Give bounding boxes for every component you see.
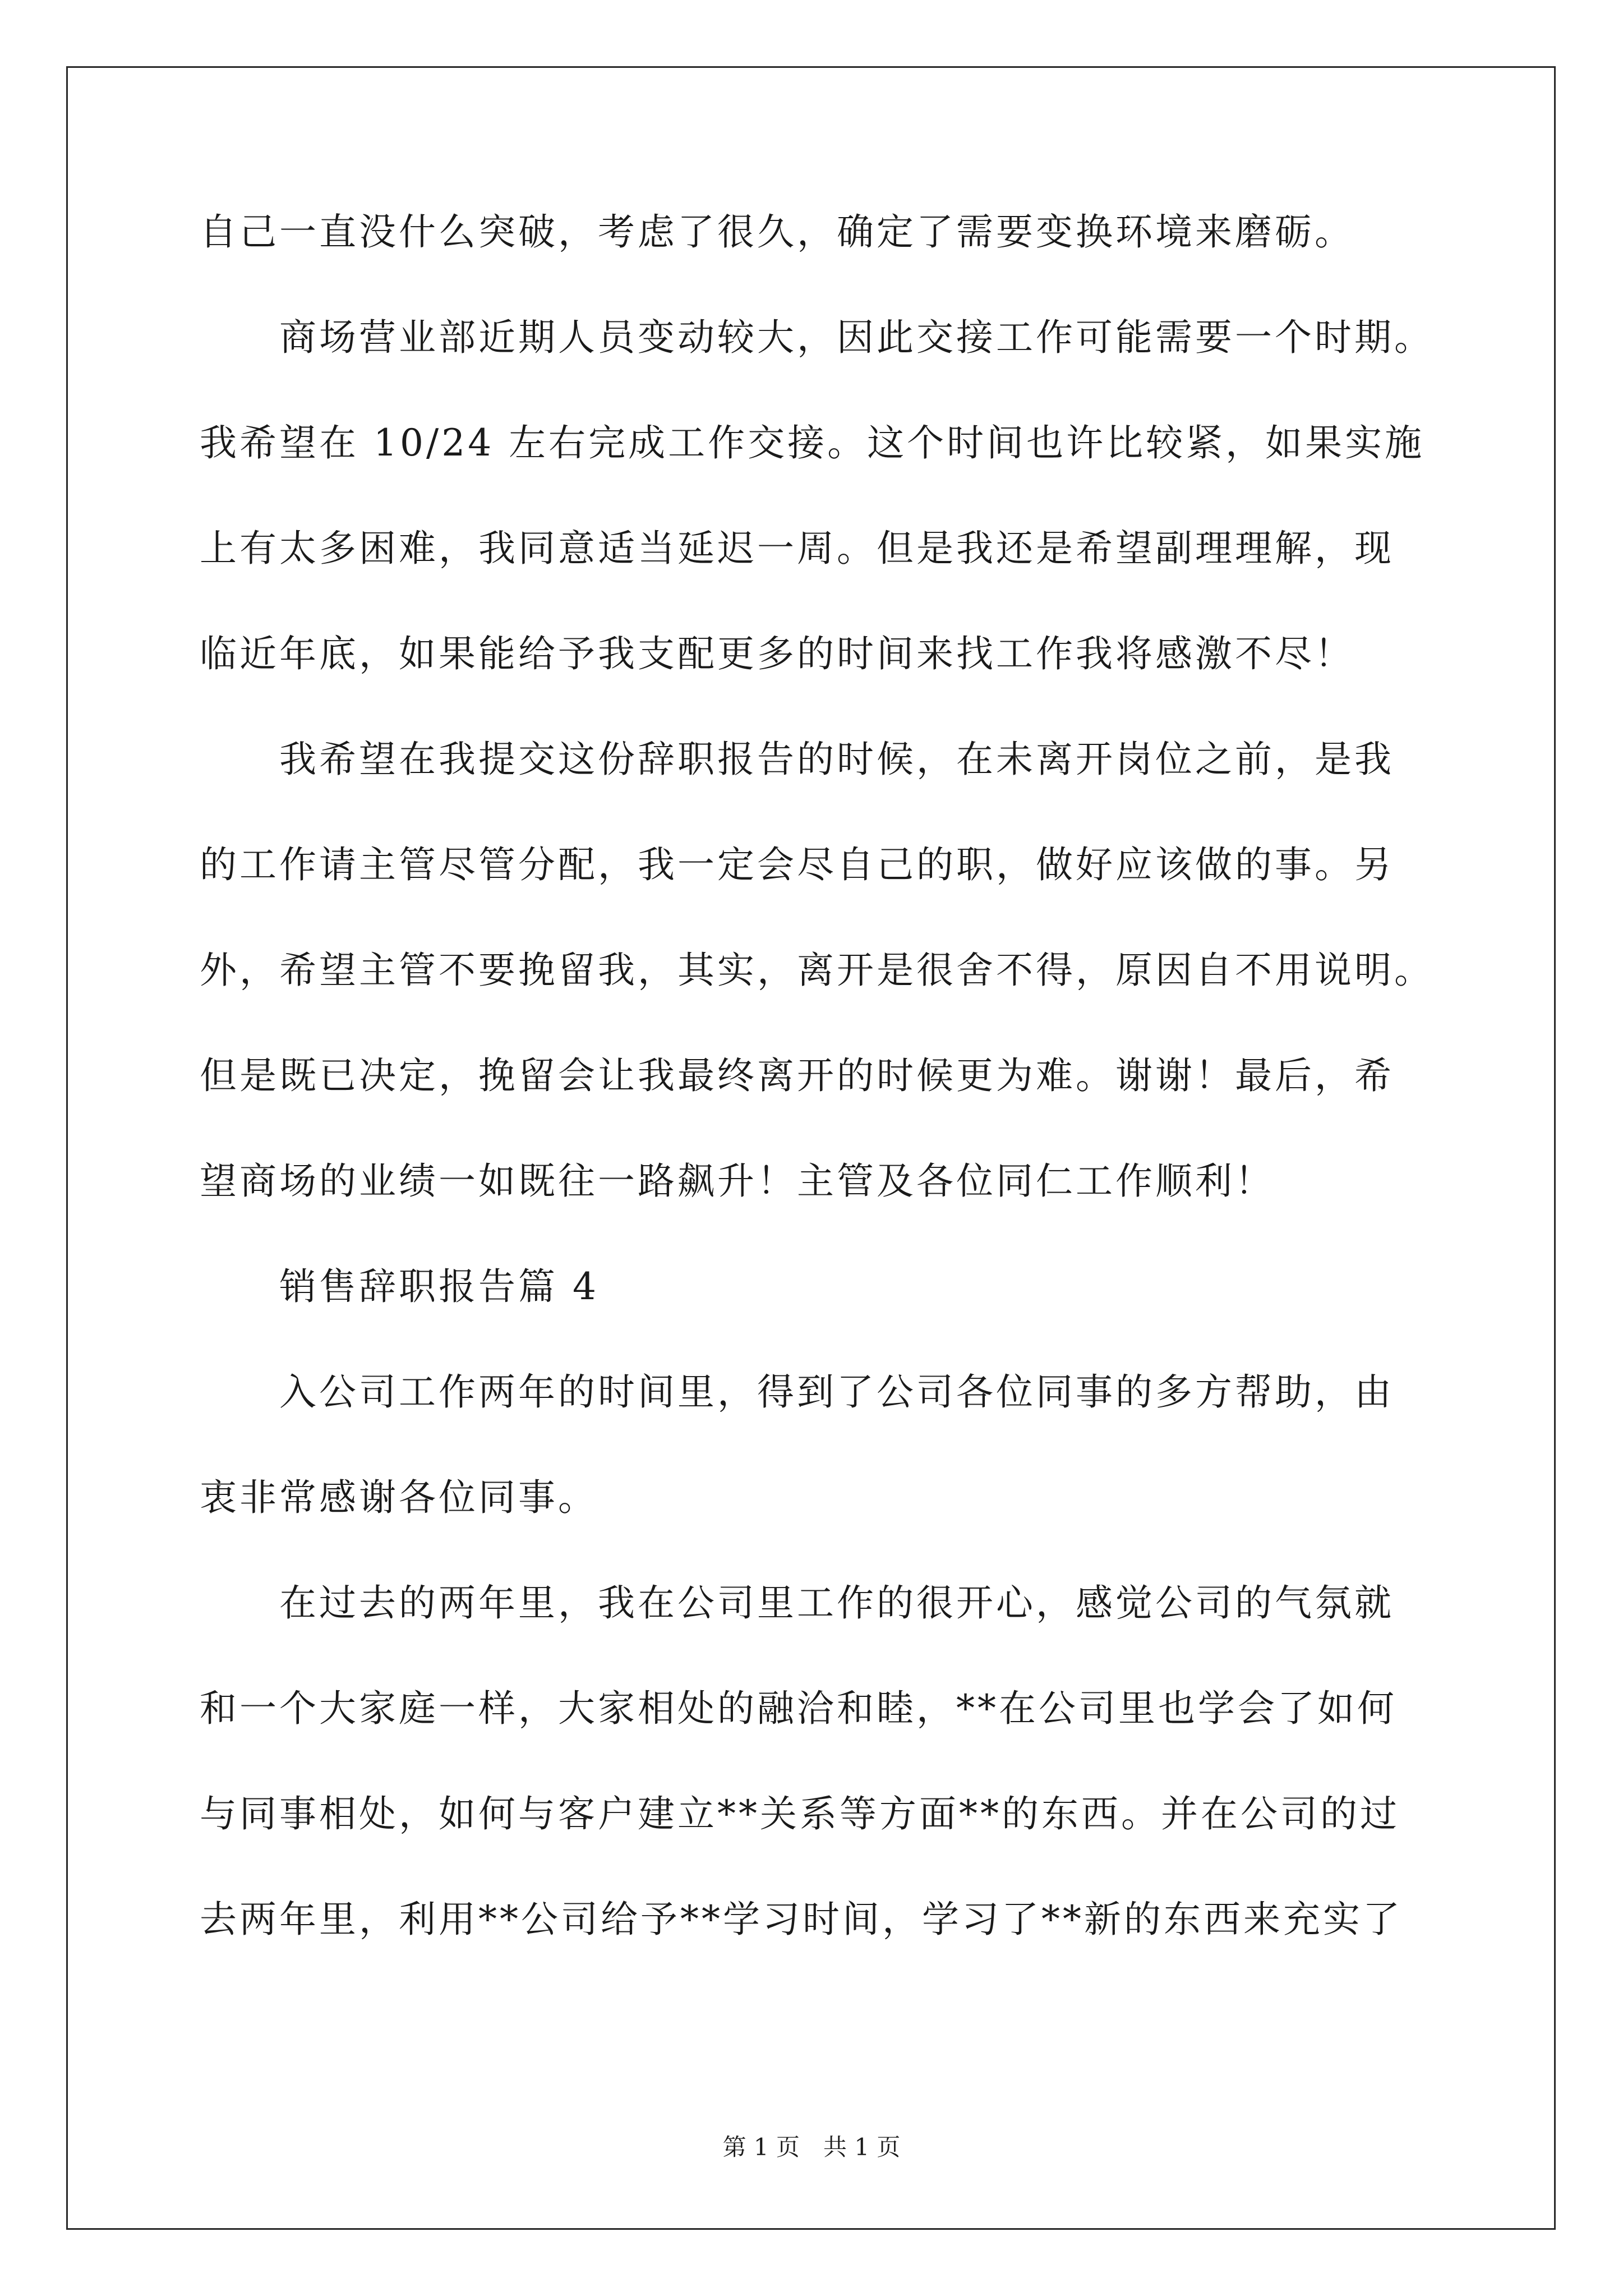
text-line: 入公司工作两年的时间里，得到了公司各位同事的多方帮助，由: [200, 1370, 1394, 1414]
text-line: 衷非常感谢各位同事。: [200, 1476, 598, 1519]
text-line: 自己一直没什么突破，考虑了很久，确定了需要变换环境来磨砺。: [200, 210, 1354, 254]
text-line: 在过去的两年里，我在公司里工作的很开心，感觉公司的气氛就: [200, 1581, 1394, 1625]
text-line: 上有太多困难，我同意适当延迟一周。但是我还是希望副理理解，现: [200, 527, 1394, 570]
text-line: 我希望在我提交这份辞职报告的时候，在未离开岗位之前，是我: [200, 738, 1394, 781]
text-line: 外，希望主管不要挽留我，其实，离开是很舍不得，原因自不用说明。: [200, 949, 1434, 992]
text-line: 与同事相处，如何与客户建立**关系等方面**的东西。并在公司的过: [200, 1792, 1400, 1835]
page-footer: 第 1 页 共 1 页: [722, 2133, 901, 2161]
section-heading: 销售辞职报告篇 4: [200, 1265, 599, 1308]
text-line: 我希望在 10/24 左右完成工作交接。这个时间也许比较紧，如果实施: [200, 421, 1425, 464]
text-line: 望商场的业绩一如既往一路飙升！主管及各位同仁工作顺利！: [200, 1159, 1275, 1203]
text-line: 但是既已决定，挽留会让我最终离开的时候更为难。谢谢！最后，希: [200, 1054, 1394, 1097]
text-line: 商场营业部近期人员变动较大，因此交接工作可能需要一个时期。: [200, 316, 1434, 359]
text-line: 和一个大家庭一样，大家相处的融洽和睦，**在公司里也学会了如何: [200, 1687, 1397, 1730]
text-line: 的工作请主管尽管分配，我一定会尽自己的职，做好应该做的事。另: [200, 843, 1394, 886]
text-line: 去两年里，利用**公司给予**学习时间，学习了**新的东西来充实了: [200, 1898, 1403, 1941]
text-line: 临近年底，如果能给予我支配更多的时间来找工作我将感激不尽！: [200, 632, 1354, 675]
